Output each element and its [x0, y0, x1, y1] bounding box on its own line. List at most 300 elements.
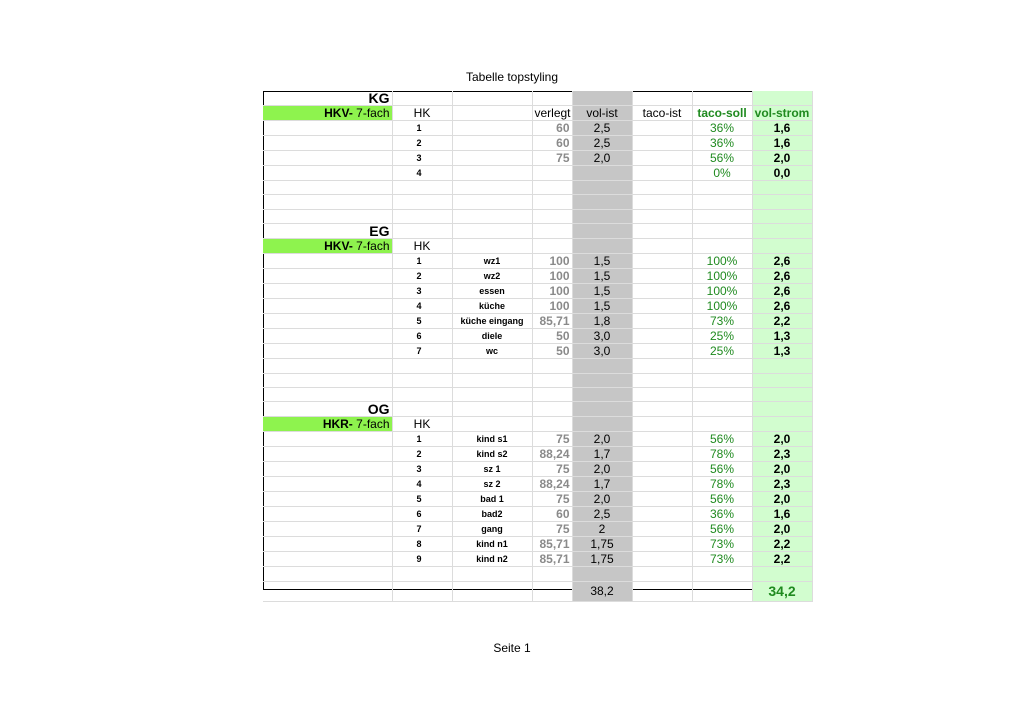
empty-cell — [263, 136, 392, 151]
hk-number: 2 — [392, 269, 452, 284]
empty-cell — [632, 417, 692, 432]
empty-cell — [632, 136, 692, 151]
room-name: essen — [452, 284, 532, 299]
taco-soll-value: 36% — [692, 121, 752, 136]
vol-ist-value — [572, 166, 632, 181]
empty-cell — [532, 195, 572, 209]
empty-cell — [632, 329, 692, 344]
room-name — [452, 121, 532, 136]
table-row — [263, 329, 812, 344]
empty-cell — [632, 254, 692, 269]
empty-cell — [452, 417, 532, 432]
taco-soll-value: 100% — [692, 284, 752, 299]
vol-strom-value: 2,6 — [752, 284, 812, 299]
empty-cell — [632, 373, 692, 387]
taco-soll-value: 56% — [692, 151, 752, 166]
empty-cell — [572, 181, 632, 195]
empty-cell — [263, 432, 392, 447]
empty-cell — [452, 224, 532, 239]
verlegt-value — [532, 166, 572, 181]
empty-cell — [692, 567, 752, 581]
room-name — [452, 151, 532, 166]
hk-number: 2 — [392, 136, 452, 151]
taco-soll-value: 36% — [692, 507, 752, 522]
empty-cell — [632, 522, 692, 537]
hk-number: 6 — [392, 329, 452, 344]
empty-cell — [263, 373, 392, 387]
section-title: OG — [263, 402, 392, 417]
empty-cell — [692, 402, 752, 417]
blank-row — [263, 387, 812, 401]
room-name — [452, 136, 532, 151]
table-row — [263, 552, 812, 567]
empty-cell — [572, 373, 632, 387]
hk-number: 1 — [392, 432, 452, 447]
table-row — [263, 299, 812, 314]
taco-soll-value: 25% — [692, 329, 752, 344]
vol-ist-value: 2,0 — [572, 432, 632, 447]
empty-cell — [632, 224, 692, 239]
empty-cell — [692, 91, 752, 106]
hk-number: 2 — [392, 447, 452, 462]
total-row — [263, 581, 812, 601]
vol-ist-value: 1,8 — [572, 314, 632, 329]
empty-cell — [572, 387, 632, 401]
hk-number: 7 — [392, 344, 452, 359]
empty-cell — [263, 314, 392, 329]
empty-cell — [392, 91, 452, 106]
empty-cell — [263, 269, 392, 284]
empty-cell — [263, 359, 392, 373]
empty-cell — [632, 239, 692, 254]
empty-cell — [452, 106, 532, 121]
empty-cell — [532, 91, 572, 106]
hk-number: 4 — [392, 299, 452, 314]
table-row — [263, 344, 812, 359]
room-name: sz 2 — [452, 477, 532, 492]
verlegt-value: 100 — [532, 299, 572, 314]
empty-cell — [263, 462, 392, 477]
verlegt-value: 50 — [532, 344, 572, 359]
verlegt-value: 100 — [532, 284, 572, 299]
empty-cell — [632, 91, 692, 106]
verlegt-value: 60 — [532, 507, 572, 522]
empty-cell — [632, 387, 692, 401]
empty-cell — [452, 373, 532, 387]
empty-cell — [632, 269, 692, 284]
hk-number: 1 — [392, 254, 452, 269]
empty-cell — [263, 552, 392, 567]
vol-strom-value: 2,2 — [752, 552, 812, 567]
empty-cell — [532, 402, 572, 417]
empty-cell — [532, 567, 572, 581]
hk-label: HK — [392, 417, 452, 432]
verlegt-value: 85,71 — [532, 314, 572, 329]
vol-ist-value: 2,0 — [572, 492, 632, 507]
section-row — [263, 402, 812, 417]
empty-cell — [632, 299, 692, 314]
empty-cell — [572, 359, 632, 373]
taco-soll-value: 73% — [692, 537, 752, 552]
empty-cell — [392, 359, 452, 373]
data-grid — [263, 91, 812, 600]
document-title: Tabelle topstyling — [465, 70, 559, 84]
vol-strom-value: 1,3 — [752, 329, 812, 344]
empty-cell — [263, 284, 392, 299]
empty-cell — [752, 373, 812, 387]
empty-cell — [632, 507, 692, 522]
empty-cell — [572, 567, 632, 581]
table-row — [263, 254, 812, 269]
label-suffix: 7-fach — [352, 239, 390, 254]
label-prefix: HKV- — [324, 106, 353, 120]
hk-number: 8 — [392, 537, 452, 552]
hk-number: 4 — [392, 477, 452, 492]
verlegt-value: 85,71 — [532, 537, 572, 552]
empty-cell — [263, 344, 392, 359]
vol-strom-value: 2,3 — [752, 447, 812, 462]
room-name: kind n2 — [452, 552, 532, 567]
empty-cell — [392, 373, 452, 387]
verlegt-value: 60 — [532, 121, 572, 136]
col-header-taco-ist: taco-ist — [632, 106, 692, 121]
empty-cell — [632, 462, 692, 477]
hkv-row — [263, 106, 812, 121]
hk-label: HK — [392, 106, 452, 121]
empty-cell — [263, 447, 392, 462]
empty-cell — [263, 299, 392, 314]
hk-number: 3 — [392, 284, 452, 299]
vol-strom-value: 2,2 — [752, 314, 812, 329]
table-row — [263, 492, 812, 507]
table-row — [263, 136, 812, 151]
empty-cell — [632, 151, 692, 166]
empty-cell — [632, 432, 692, 447]
total-vol-strom: 34,2 — [752, 581, 812, 601]
empty-cell — [632, 552, 692, 567]
taco-soll-value: 0% — [692, 166, 752, 181]
empty-cell — [263, 254, 392, 269]
taco-soll-value: 73% — [692, 314, 752, 329]
taco-soll-value: 100% — [692, 254, 752, 269]
empty-cell — [752, 195, 812, 209]
empty-cell — [752, 209, 812, 223]
room-name: wc — [452, 344, 532, 359]
empty-cell — [572, 417, 632, 432]
vol-strom-value: 2,6 — [752, 269, 812, 284]
verlegt-value: 88,24 — [532, 477, 572, 492]
taco-soll-value: 78% — [692, 447, 752, 462]
empty-cell — [263, 121, 392, 136]
vol-strom-value: 2,6 — [752, 254, 812, 269]
vol-strom-value: 2,0 — [752, 462, 812, 477]
vol-ist-value: 1,5 — [572, 269, 632, 284]
vol-ist-value: 2,0 — [572, 151, 632, 166]
table-row — [263, 507, 812, 522]
blank-row — [263, 567, 812, 581]
table-row — [263, 269, 812, 284]
empty-cell — [572, 239, 632, 254]
vol-ist-value: 2,5 — [572, 136, 632, 151]
verlegt-value: 50 — [532, 329, 572, 344]
section-title: KG — [263, 91, 392, 106]
empty-cell — [532, 581, 572, 601]
table-row — [263, 462, 812, 477]
vol-strom-value: 0,0 — [752, 166, 812, 181]
section-row — [263, 91, 812, 106]
vol-ist-value: 2,5 — [572, 121, 632, 136]
empty-cell — [532, 181, 572, 195]
empty-cell — [692, 195, 752, 209]
empty-cell — [692, 417, 752, 432]
empty-cell — [632, 166, 692, 181]
vol-ist-value: 2,0 — [572, 462, 632, 477]
verlegt-value: 75 — [532, 522, 572, 537]
vol-strom-value: 2,0 — [752, 151, 812, 166]
empty-cell — [692, 239, 752, 254]
vol-ist-value: 1,7 — [572, 447, 632, 462]
verlegt-value: 85,71 — [532, 552, 572, 567]
vol-strom-value: 2,0 — [752, 492, 812, 507]
empty-cell — [572, 224, 632, 239]
table-row — [263, 284, 812, 299]
verlegt-value: 100 — [532, 254, 572, 269]
empty-cell — [263, 195, 392, 209]
label-prefix: HKV- — [324, 239, 353, 254]
empty-cell — [632, 344, 692, 359]
section-row — [263, 224, 812, 239]
empty-cell — [632, 537, 692, 552]
empty-cell — [532, 209, 572, 223]
empty-cell — [632, 284, 692, 299]
empty-cell — [263, 537, 392, 552]
room-name: wz2 — [452, 269, 532, 284]
vol-ist-value: 2 — [572, 522, 632, 537]
vol-strom-value: 2,3 — [752, 477, 812, 492]
empty-cell — [692, 359, 752, 373]
empty-cell — [572, 91, 632, 106]
empty-cell — [263, 209, 392, 223]
empty-cell — [572, 402, 632, 417]
label-suffix: 7-fach — [352, 417, 390, 432]
empty-cell — [632, 447, 692, 462]
empty-cell — [452, 567, 532, 581]
hk-label: HK — [392, 239, 452, 254]
hk-number: 6 — [392, 507, 452, 522]
empty-cell — [632, 581, 692, 601]
verlegt-value: 88,24 — [532, 447, 572, 462]
empty-cell — [392, 402, 452, 417]
col-header-taco-soll: taco-soll — [692, 106, 752, 121]
heating-table — [263, 91, 813, 602]
empty-cell — [752, 387, 812, 401]
blank-row — [263, 195, 812, 209]
verlegt-value: 75 — [532, 462, 572, 477]
taco-soll-value: 56% — [692, 492, 752, 507]
empty-cell — [632, 121, 692, 136]
hk-number: 1 — [392, 121, 452, 136]
empty-cell — [392, 387, 452, 401]
empty-cell — [632, 402, 692, 417]
hk-number: 4 — [392, 166, 452, 181]
room-name: küche — [452, 299, 532, 314]
taco-soll-value: 100% — [692, 269, 752, 284]
empty-cell — [392, 195, 452, 209]
blank-row — [263, 373, 812, 387]
empty-cell — [532, 417, 572, 432]
hk-number: 9 — [392, 552, 452, 567]
taco-soll-value: 25% — [692, 344, 752, 359]
empty-cell — [452, 91, 532, 106]
empty-cell — [263, 581, 392, 601]
table-row — [263, 121, 812, 136]
col-header-vol-ist: vol-ist — [572, 106, 632, 121]
empty-cell — [263, 477, 392, 492]
hkv-row — [263, 417, 812, 432]
empty-cell — [752, 181, 812, 195]
empty-cell — [752, 224, 812, 239]
empty-cell — [632, 181, 692, 195]
hk-number: 3 — [392, 151, 452, 166]
col-header-verlegt: verlegt — [532, 106, 572, 121]
empty-cell — [452, 239, 532, 254]
table-row — [263, 522, 812, 537]
vol-strom-value: 2,0 — [752, 522, 812, 537]
empty-cell — [263, 492, 392, 507]
empty-cell — [263, 567, 392, 581]
taco-soll-value: 56% — [692, 522, 752, 537]
manifold-label — [263, 106, 392, 121]
vol-ist-value: 3,0 — [572, 329, 632, 344]
empty-cell — [452, 181, 532, 195]
room-name: kind s2 — [452, 447, 532, 462]
table-row — [263, 151, 812, 166]
taco-soll-value: 56% — [692, 462, 752, 477]
empty-cell — [452, 195, 532, 209]
empty-cell — [263, 181, 392, 195]
verlegt-value: 75 — [532, 492, 572, 507]
empty-cell — [392, 181, 452, 195]
empty-cell — [572, 209, 632, 223]
empty-cell — [632, 195, 692, 209]
empty-cell — [452, 581, 532, 601]
empty-cell — [452, 402, 532, 417]
vol-ist-value: 2,5 — [572, 507, 632, 522]
empty-cell — [452, 209, 532, 223]
empty-cell — [263, 329, 392, 344]
room-name: diele — [452, 329, 532, 344]
vol-ist-value: 1,5 — [572, 284, 632, 299]
empty-cell — [532, 373, 572, 387]
empty-cell — [572, 195, 632, 209]
empty-cell — [532, 387, 572, 401]
taco-soll-value: 56% — [692, 432, 752, 447]
taco-soll-value: 78% — [692, 477, 752, 492]
room-name: wz1 — [452, 254, 532, 269]
section-title: EG — [263, 224, 392, 239]
verlegt-value: 100 — [532, 269, 572, 284]
table-row — [263, 477, 812, 492]
taco-soll-value: 36% — [692, 136, 752, 151]
room-name — [452, 166, 532, 181]
empty-cell — [752, 402, 812, 417]
hk-number: 5 — [392, 492, 452, 507]
vol-ist-value: 1,5 — [572, 254, 632, 269]
table-row — [263, 314, 812, 329]
vol-strom-value: 1,6 — [752, 507, 812, 522]
vol-strom-value: 2,0 — [752, 432, 812, 447]
empty-cell — [632, 359, 692, 373]
col-header-vol-strom: vol-strom — [752, 106, 812, 121]
empty-cell — [632, 209, 692, 223]
empty-cell — [392, 209, 452, 223]
empty-cell — [452, 359, 532, 373]
hk-number: 5 — [392, 314, 452, 329]
vol-strom-value: 2,6 — [752, 299, 812, 314]
empty-cell — [632, 314, 692, 329]
empty-cell — [752, 239, 812, 254]
hk-number: 3 — [392, 462, 452, 477]
label-prefix: HKR- — [322, 417, 353, 432]
taco-soll-value: 100% — [692, 299, 752, 314]
vol-ist-value: 1,75 — [572, 552, 632, 567]
room-name: bad 1 — [452, 492, 532, 507]
empty-cell — [692, 581, 752, 601]
empty-cell — [263, 387, 392, 401]
verlegt-value: 60 — [532, 136, 572, 151]
empty-cell — [263, 507, 392, 522]
hk-number: 7 — [392, 522, 452, 537]
room-name: bad2 — [452, 507, 532, 522]
vol-strom-value: 2,2 — [752, 537, 812, 552]
empty-cell — [263, 151, 392, 166]
room-name: küche eingang — [452, 314, 532, 329]
empty-cell — [692, 209, 752, 223]
vol-strom-value: 1,6 — [752, 121, 812, 136]
verlegt-value: 75 — [532, 151, 572, 166]
hkv-row — [263, 239, 812, 254]
table-row — [263, 432, 812, 447]
vol-strom-value: 1,3 — [752, 344, 812, 359]
table-row — [263, 537, 812, 552]
manifold-label — [263, 417, 392, 432]
table-row — [263, 447, 812, 462]
empty-cell — [532, 224, 572, 239]
empty-cell — [692, 387, 752, 401]
taco-soll-value: 73% — [692, 552, 752, 567]
empty-cell — [532, 359, 572, 373]
empty-cell — [692, 181, 752, 195]
table-row — [263, 166, 812, 181]
empty-cell — [752, 359, 812, 373]
empty-cell — [632, 477, 692, 492]
empty-cell — [752, 91, 812, 106]
vol-strom-value: 1,6 — [752, 136, 812, 151]
vol-ist-value: 1,7 — [572, 477, 632, 492]
vol-ist-value: 1,5 — [572, 299, 632, 314]
blank-row — [263, 181, 812, 195]
empty-cell — [632, 492, 692, 507]
empty-cell — [632, 567, 692, 581]
manifold-label — [263, 239, 392, 254]
room-name: sz 1 — [452, 462, 532, 477]
empty-cell — [752, 417, 812, 432]
vol-ist-value: 1,75 — [572, 537, 632, 552]
room-name: kind s1 — [452, 432, 532, 447]
room-name: kind n1 — [452, 537, 532, 552]
empty-cell — [263, 166, 392, 181]
empty-cell — [452, 387, 532, 401]
